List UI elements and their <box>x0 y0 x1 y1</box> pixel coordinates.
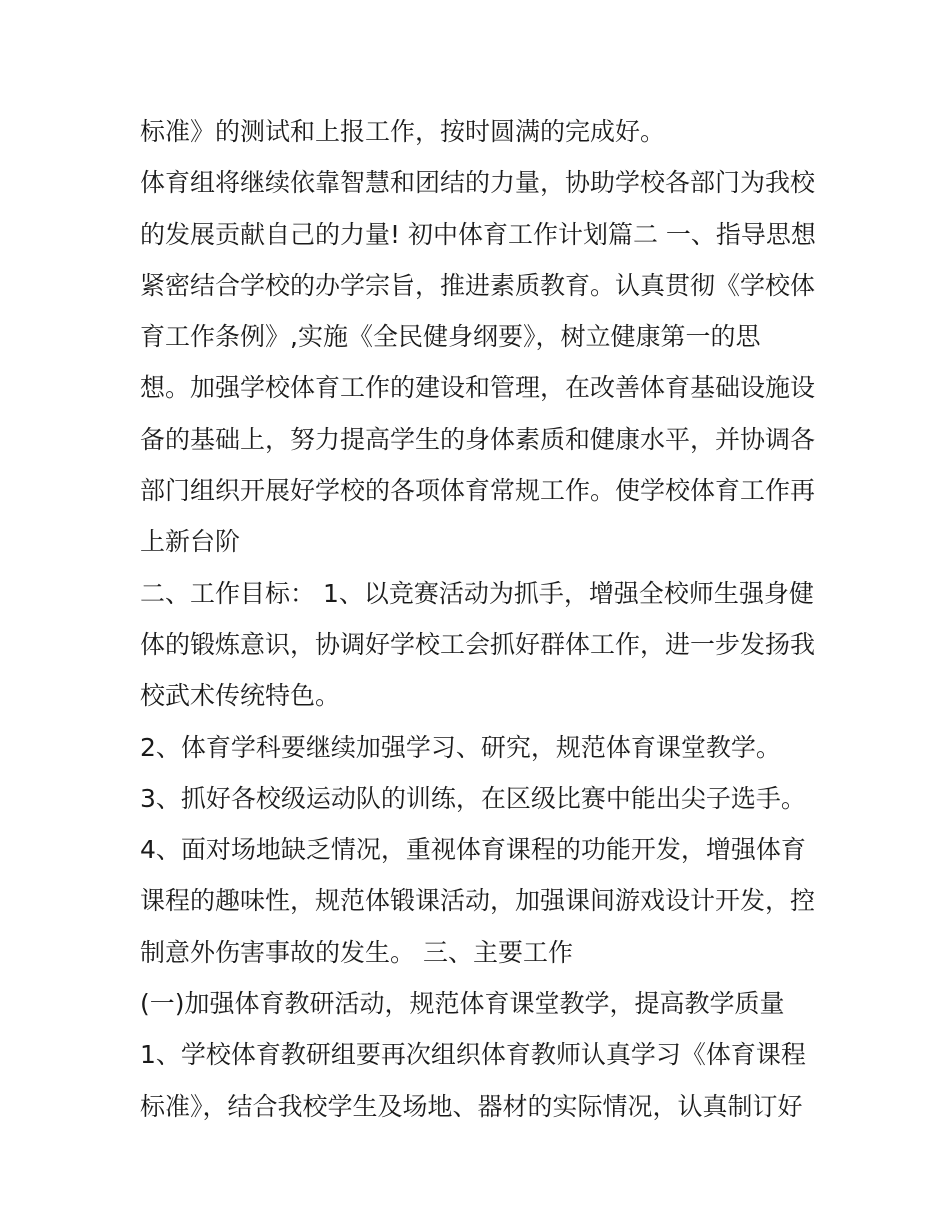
text-line: 3、抓好各校级运动队的训练，在区级比赛中能出尖子选手。 <box>140 783 806 813</box>
text-line: 校武术传统特色。 <box>140 681 341 711</box>
text-line: 标准》的测试和上报工作，按时圆满的完成好。 <box>140 117 666 146</box>
text-line: 课程的趣味性，规范体锻课活动，加强课间游戏设计开发，控 <box>140 886 816 916</box>
text-line: 紧密结合学校的办学宗旨，推进素质教育。认真贯彻《学校体 <box>140 270 816 300</box>
text-line: 制意外伤害事故的发生。 三、主要工作 <box>140 937 573 967</box>
text-line: 的发展贡献自己的力量! 初中体育工作计划篇二 一、指导思想 <box>140 219 816 249</box>
text-line: 备的基础上，努力提高学生的身体素质和健康水平，并协调各 <box>140 424 816 454</box>
text-line: 想。加强学校体育工作的建设和管理，在改善体育基础设施设 <box>140 373 816 403</box>
text-line: 标准》，结合我校学生及场地、器材的实际情况，认真制订好 <box>140 1091 803 1121</box>
text-line: 育工作条例》,实施《全民健身纲要》，树立健康第一的思 <box>140 322 761 352</box>
text-line: 体的锻炼意识，协调好学校工会抓好群体工作，进一步发扬我 <box>140 629 816 659</box>
text-line: (一)加强体育教研活动，规范体育课堂教学，提高教学质量 <box>140 989 785 1019</box>
text-line: 1、学校体育教研组要再次组织体育教师认真学习《体育课程 <box>140 1040 806 1070</box>
text-line: 二、工作目标： 1、以竞赛活动为抓手，增强全校师生强身健 <box>140 578 814 608</box>
document-body <box>140 106 840 1132</box>
text-line: 4、面对场地缺乏情况，重视体育课程的功能开发，增强体育 <box>140 835 806 865</box>
text-line: 部门组织开展好学校的各项体育常规工作。使学校体育工作再 <box>140 476 816 506</box>
text-line: 2、体育学科要继续加强学习、研究，规范体育课堂教学。 <box>140 732 781 762</box>
text-line: 上新台阶 <box>140 527 241 557</box>
text-line: 体育组将继续依靠智慧和团结的力量，协助学校各部门为我校 <box>140 168 816 198</box>
